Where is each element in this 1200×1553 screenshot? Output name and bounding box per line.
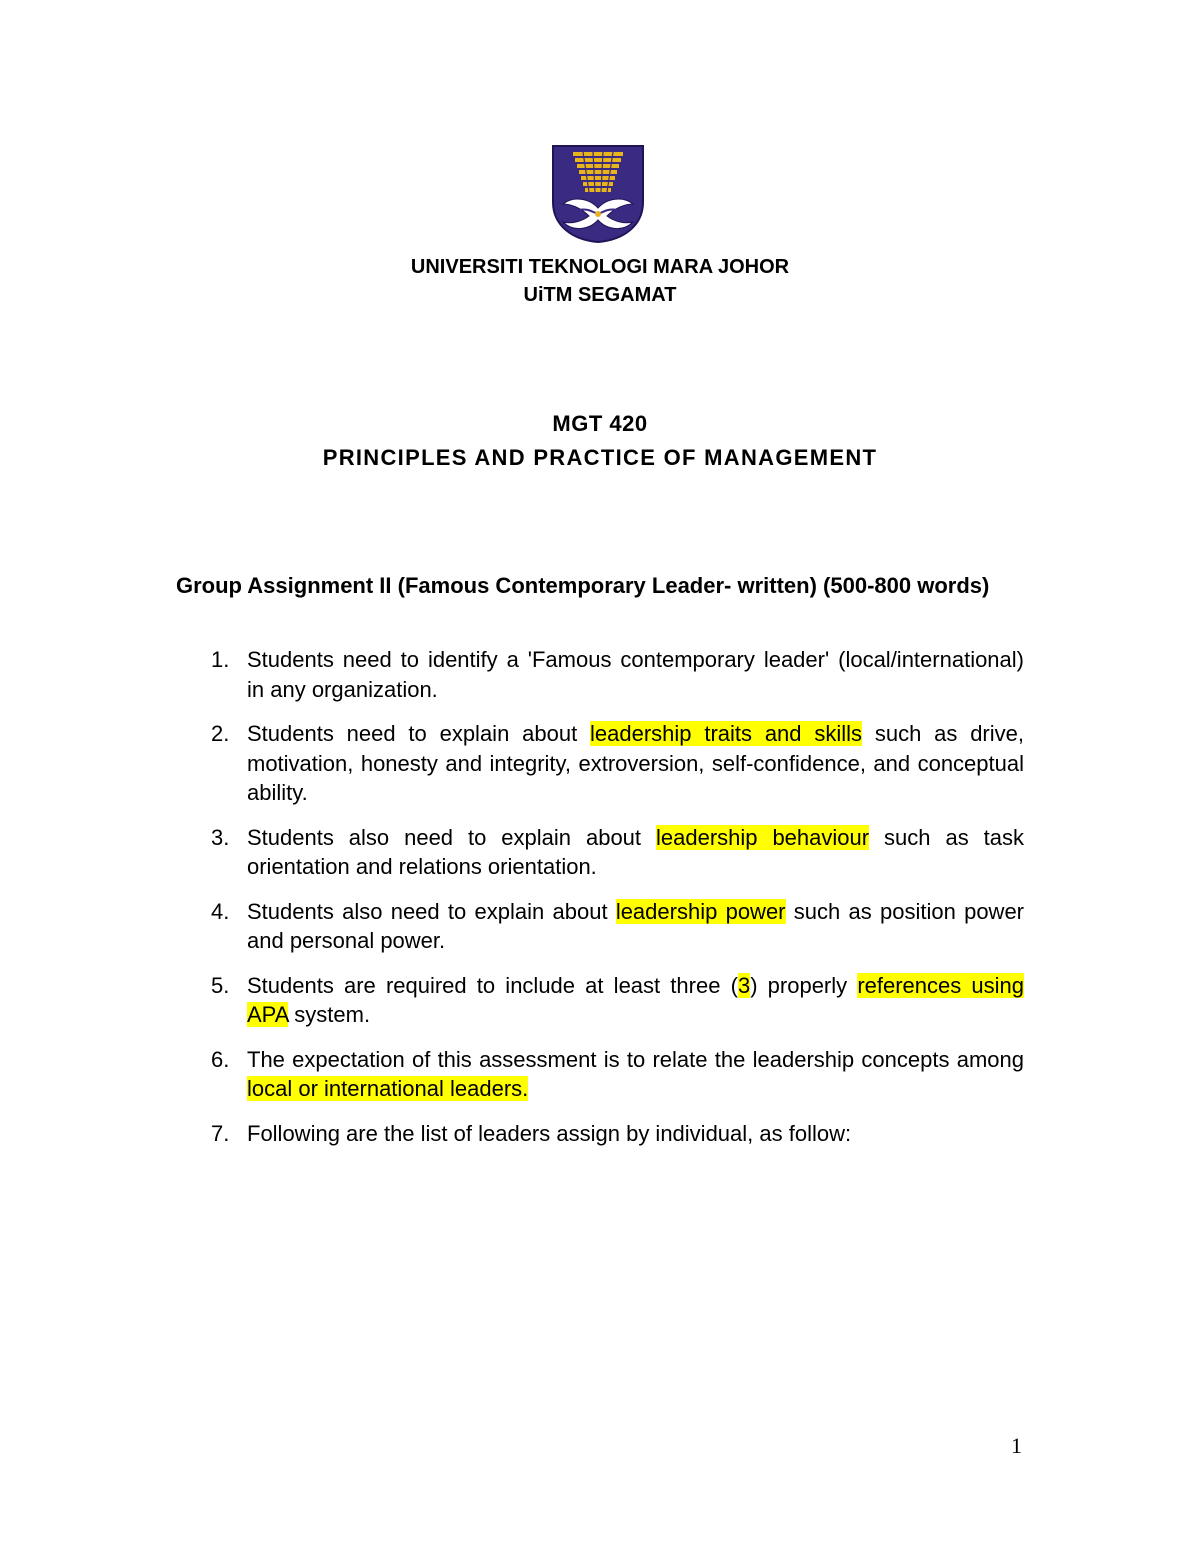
course-title: PRINCIPLES AND PRACTICE OF MANAGEMENT: [322, 445, 878, 470]
list-item: [176, 719, 1024, 808]
item-text: such as position power and personal power.: [247, 898, 1025, 953]
list-item: [176, 1045, 1024, 1104]
assignment-title: Group Assignment II (Famous Contemporary Leader- written) (500-800 words): [176, 573, 990, 598]
highlighted-text: leadership behaviour: [655, 824, 870, 850]
instruction-list: [176, 645, 1024, 1163]
item-number: 4.: [211, 898, 230, 924]
item-number: 6.: [211, 1046, 230, 1072]
highlighted-text: leadership traits and skills: [590, 721, 863, 746]
uitm-crest-icon: [549, 142, 647, 244]
highlighted-text: 3: [737, 972, 751, 998]
highlighted-text: references using APA: [247, 972, 1024, 1027]
list-item: [176, 1119, 1024, 1149]
item-text: system.: [288, 1002, 371, 1027]
item-text: such as drive, motivation, honesty and integrity, extroversion, self-confidence, and conceptual ability.: [247, 721, 1024, 805]
list-item: [176, 897, 1024, 956]
item-number: 2.: [211, 721, 230, 746]
item-text: Students also need to explain about: [247, 824, 656, 850]
highlighted-text: local or international leaders.: [247, 1076, 529, 1101]
item-text: Following are the list of leaders assign by individual, as follow:: [247, 1120, 852, 1146]
campus-name: UiTM SEGAMAT: [523, 284, 677, 306]
item-text: Students also need to explain about: [247, 898, 616, 924]
item-number: 1.: [211, 647, 230, 672]
item-number: 3.: [211, 824, 230, 850]
item-text: such as task orientation and relations orientation.: [247, 824, 1024, 879]
university-name: UNIVERSITI TEKNOLOGI MARA JOHOR: [410, 256, 790, 278]
item-text: Students are required to include at least three (: [247, 972, 738, 998]
item-text: Students need to identify a 'Famous contemporary leader' (local/international) in any organization.: [247, 647, 1024, 702]
item-number: 7.: [211, 1120, 230, 1146]
course-code: MGT 420: [552, 411, 648, 436]
item-text: ) properly: [750, 972, 858, 998]
highlighted-text: leadership power: [615, 898, 786, 924]
item-number: 5.: [211, 972, 230, 998]
page-number: 1: [1011, 1433, 1022, 1458]
item-text: Students need to explain about: [247, 721, 590, 746]
list-item: [176, 823, 1024, 882]
list-item: [176, 971, 1024, 1030]
item-text: The expectation of this assessment is to relate the leadership concepts among: [247, 1046, 1024, 1072]
list-item: [176, 645, 1024, 704]
